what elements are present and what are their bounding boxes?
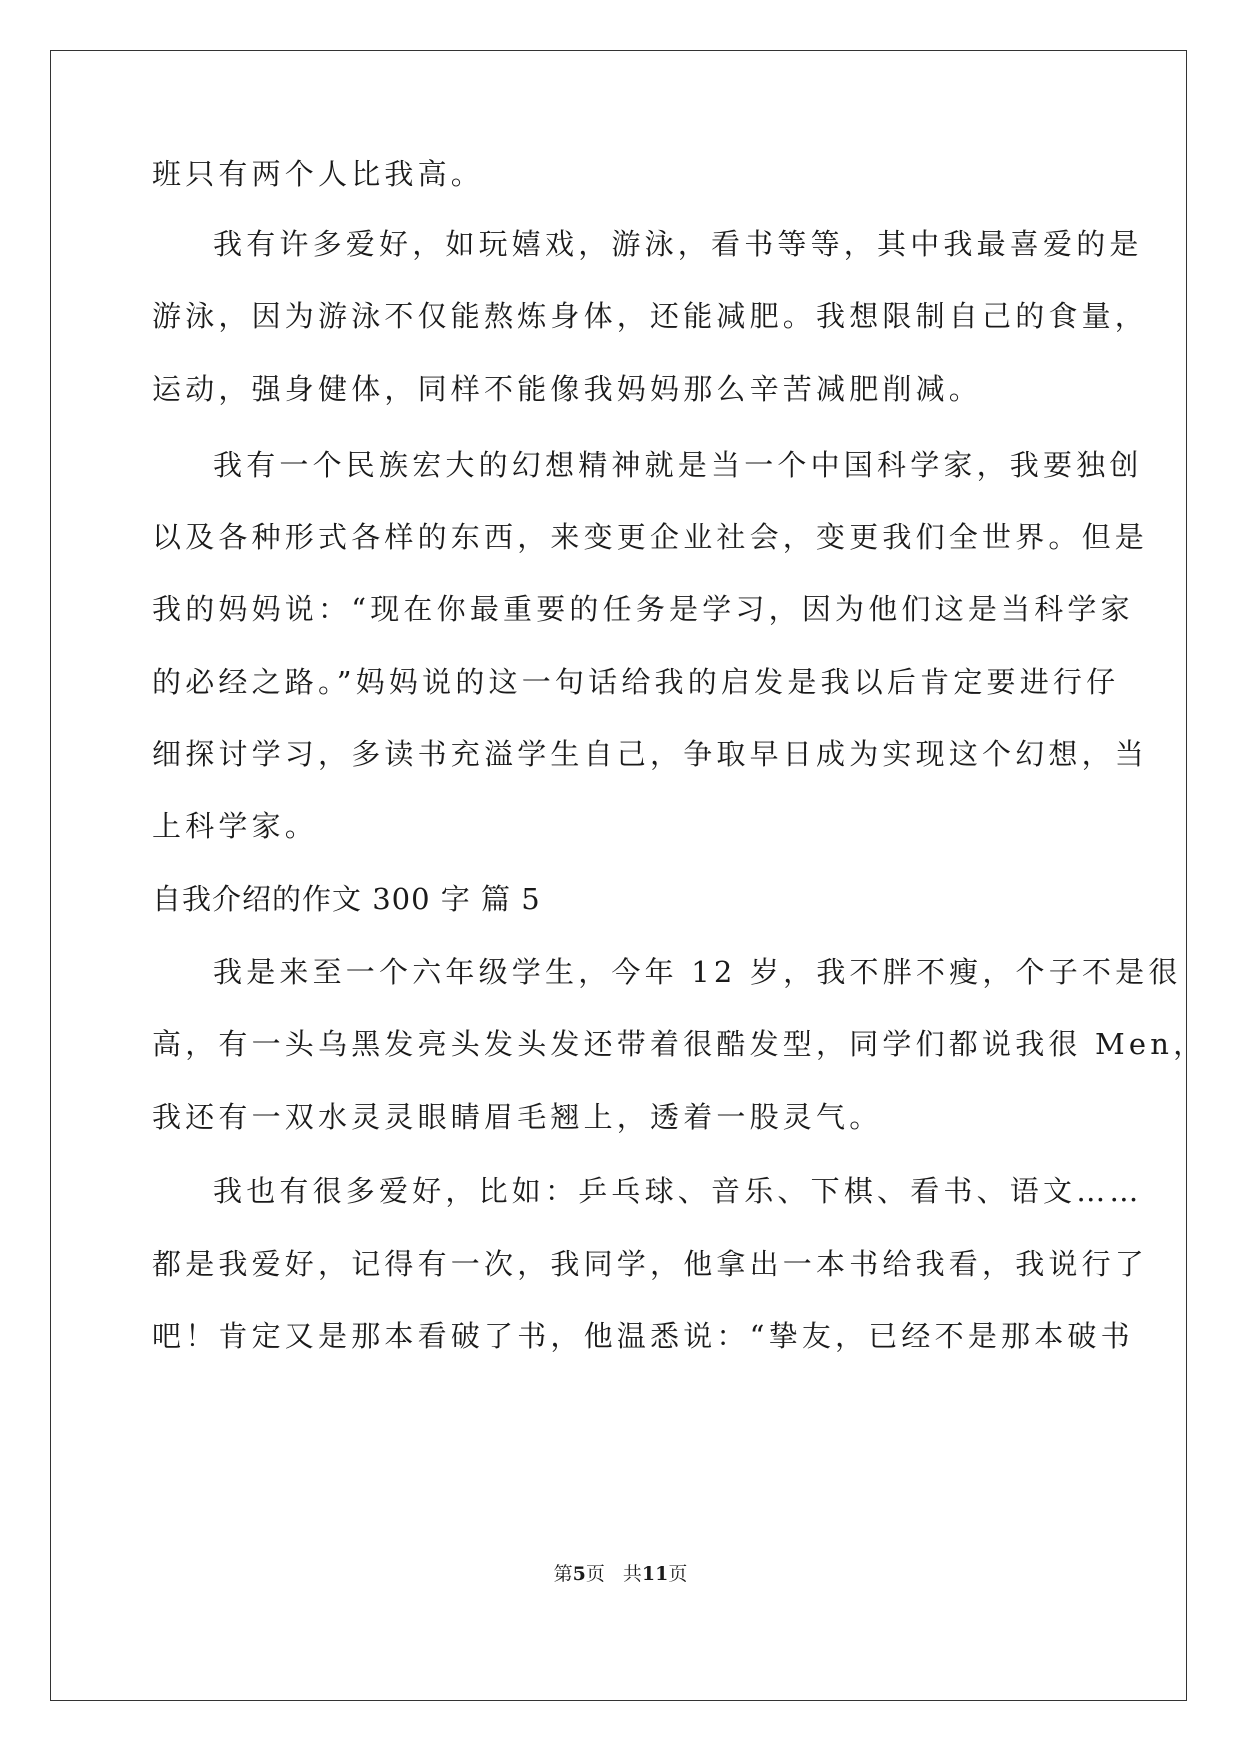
total-prefix: 共: [622, 1563, 642, 1585]
text-line: 我也有很多爱好，比如：乒乓球、音乐、下棋、看书、语文……: [213, 1174, 1143, 1208]
text-line: 都是我爱好，记得有一次，我同学，他拿出一本书给我看，我说行了: [152, 1247, 1149, 1281]
text-line: 班只有两个人比我高。: [152, 157, 485, 191]
text-line: 运动，强身健体，同样不能像我妈妈那么辛苦减肥削减。: [152, 372, 983, 406]
page-suffix: 页: [585, 1563, 605, 1585]
text-line: 我的妈妈说：“现在你最重要的任务是学习，因为他们这是当科学家: [152, 592, 1134, 626]
text-line: 的必经之路。”妈妈说的这一句话给我的启发是我以后肯定要进行仔: [152, 665, 1120, 699]
total-suffix: 页: [668, 1563, 688, 1585]
page-number: 5: [572, 1563, 586, 1585]
page-prefix: 第: [553, 1563, 573, 1585]
text-line: 细探讨学习，多读书充溢学生自己，争取早日成为实现这个幻想，当: [152, 737, 1149, 771]
total-pages: 11: [641, 1563, 669, 1585]
text-line: 以及各种形式各样的东西，来变更企业社会，变更我们全世界。但是: [152, 520, 1149, 554]
text-line: 我还有一双水灵灵眼睛眉毛翘上，透着一股灵气。: [152, 1100, 883, 1134]
page-footer: [0, 1562, 1241, 1586]
text-line: 我是来至一个六年级学生，今年 12 岁，我不胖不瘦，个子不是很: [213, 955, 1182, 989]
text-line: 我有许多爱好，如玩嬉戏，游泳，看书等等，其中我最喜爱的是: [213, 227, 1143, 261]
text-line: 吧！肯定又是那本看破了书，他温悉说：“挚友，已经不是那本破书: [152, 1319, 1134, 1353]
text-line: 游泳，因为游泳不仅能熬炼身体，还能减肥。我想限制自己的食量，: [152, 299, 1149, 333]
text-line: 我有一个民族宏大的幻想精神就是当一个中国科学家，我要独创: [213, 448, 1143, 482]
section-heading: 自我介绍的作文 300 字 篇 5: [152, 882, 541, 916]
text-line: 高，有一头乌黑发亮头发头发还带着很酷发型，同学们都说我很 Men，: [152, 1027, 1207, 1061]
text-line: 上科学家。: [152, 809, 319, 843]
